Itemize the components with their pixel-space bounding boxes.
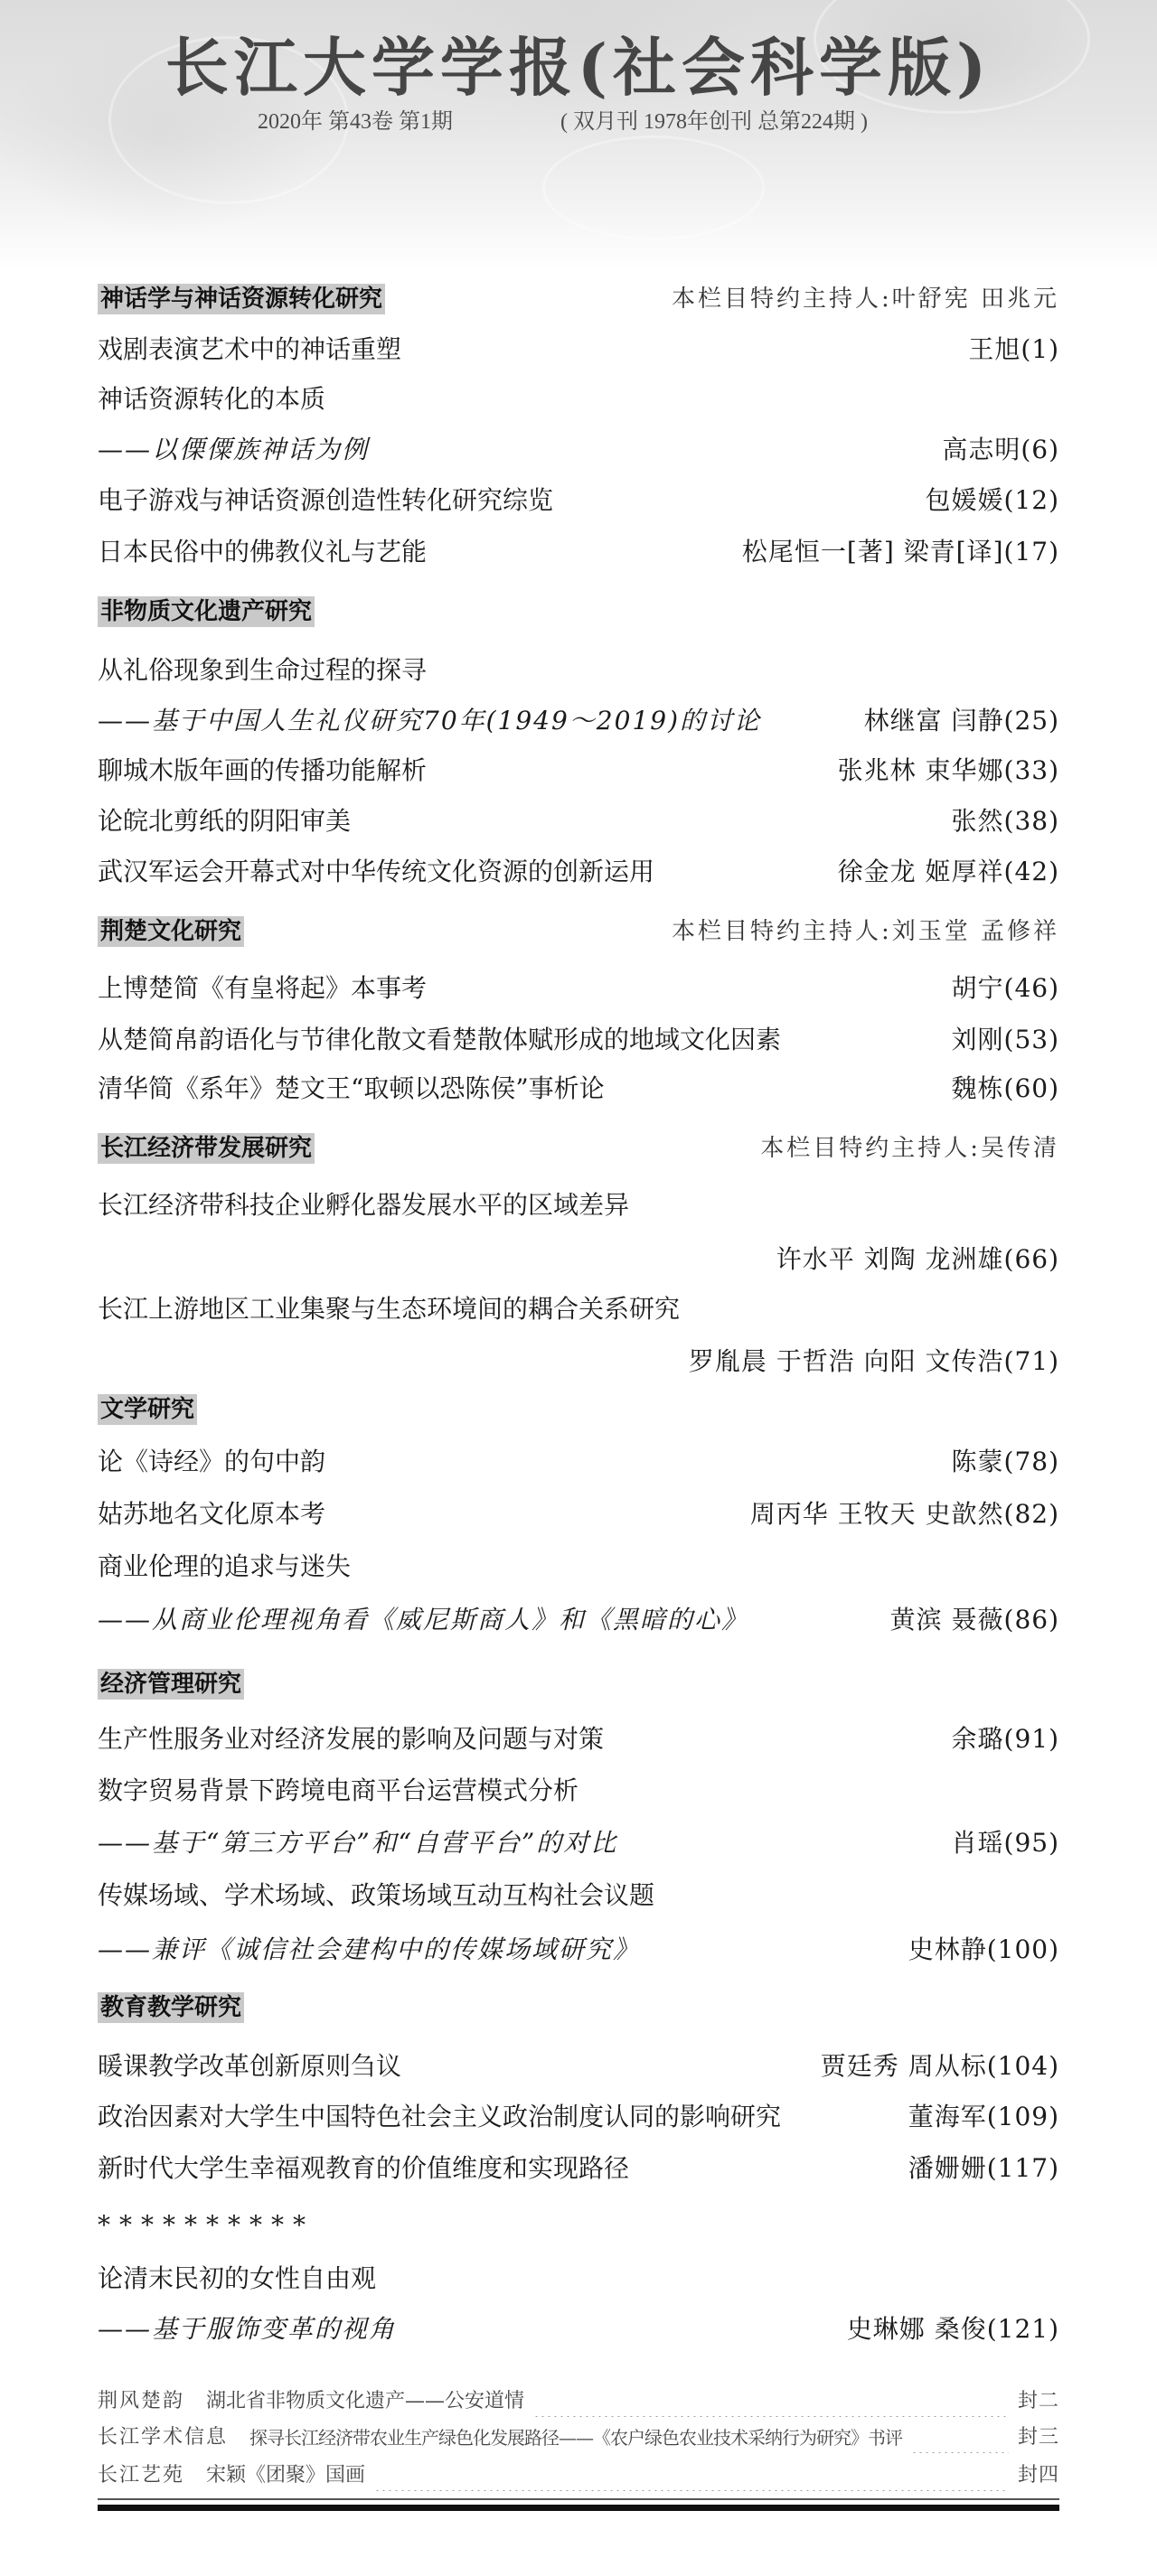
cover-entry[interactable] [98,2460,1059,2491]
cover-label: 荆风楚韵 [98,2390,185,2412]
article-author: 余璐 [951,1724,1004,1754]
article-author: 陈蒙 [951,1447,1004,1476]
cover-entry[interactable] [98,2422,1059,2453]
page-number: (109) [986,2102,1059,2131]
article-title: 数字贸易背景下跨境电商平台运营模式分析 [98,1775,579,1805]
toc-entry[interactable] [98,2099,1059,2135]
toc-entry[interactable] [98,1071,1059,1107]
cover-title: 湖北省非物质文化遗产——公安道情 [206,2390,525,2412]
page-number: (17) [1003,537,1059,567]
article-author: 胡宁 [951,973,1004,1003]
leader-dots [436,753,829,789]
toc-entry[interactable] [98,1878,1059,1914]
page-number: (66) [1003,1244,1059,1274]
toc-entry-subtitle[interactable] [98,2311,1059,2347]
toc-entry[interactable] [98,1022,1059,1058]
cover-label: 长江学术信息 [98,2426,229,2449]
toc-entry-continuation[interactable] [145,1344,1059,1380]
article-author: 许水平 刘陶 龙洲雄 [776,1244,1004,1274]
section-heading-mythology: 神话学与神话资源转化研究 [98,284,385,314]
leader-dots [327,1496,741,1532]
toc-entry[interactable] [98,970,1059,1007]
article-author: 张兆林 束华娜 [837,755,1004,785]
toc-entry[interactable] [98,1444,1059,1480]
leader-dots [750,1602,881,1638]
article-title: 论皖北剪纸的阴阳审美 [98,806,352,836]
issue-info: 2020年 第43卷 第1期 [258,110,453,134]
page-number: (46) [1003,973,1059,1003]
article-author: 贾廷秀 周从标 [820,2051,987,2081]
toc-entry[interactable] [98,1549,1059,1585]
page-number: (100) [986,1934,1059,1964]
toc-entry[interactable] [98,753,1059,789]
article-title: 从礼俗现象到生命过程的探寻 [98,655,428,685]
separator-stars: ********** [98,2210,315,2240]
publication-info: ( 双月刊 1978年创刊 总第224期 ) [560,110,868,134]
leader-dots [606,1721,942,1757]
leader-dots [638,1187,1049,1223]
leader-dots [649,1932,899,1968]
toc-entry-subtitle[interactable] [98,703,1059,739]
leader-dots [436,970,942,1007]
leader-dots [638,2150,899,2187]
page-number: (53) [1003,1025,1059,1054]
section-heading-literature: 文学研究 [98,1394,197,1425]
page-number: (117) [986,2153,1059,2183]
article-author: 潘姗姗 [908,2153,987,2183]
footer-rule-thin [98,2498,1059,2500]
toc-entry[interactable] [98,332,1059,368]
leader-dots [562,482,916,519]
leader-dots [533,2386,1009,2417]
article-title: 传媒场域、学术场域、政策场域互动互构社会议题 [98,1880,655,1910]
toc-entry-subtitle[interactable] [98,1602,1059,1638]
page-number: (12) [1003,485,1059,515]
article-title: 聊城木版年画的传播功能解析 [98,755,428,785]
page-number: (1) [1021,334,1059,364]
leader-dots [374,2460,1009,2491]
cover-entry[interactable] [98,2386,1059,2417]
article-subtitle: ——兼评《诚信社会建构中的传媒场域研究》 [98,1934,641,1964]
leader-dots [770,703,855,739]
page-number: (42) [1003,857,1059,886]
toc-entry[interactable] [98,482,1059,519]
article-subtitle: ——基于“第三方平台”和“自营平台”的对比 [98,1828,618,1858]
article-title: 生产性服务业对经济发展的影响及问题与对策 [98,1724,605,1754]
article-title: 日本民俗中的佛教仪礼与艺能 [98,537,428,567]
leader-dots [911,2422,1009,2453]
article-title: 武汉军运会开幕式对中华传统文化资源的创新运用 [98,857,655,886]
masthead-banner [0,0,1157,271]
leader-dots [689,1291,1049,1327]
article-title: 戏剧表演艺术中的神话重塑 [98,334,402,364]
toc-entry[interactable] [98,1291,1049,1327]
article-title: 暖课教学改革创新原则刍议 [98,2051,402,2081]
section-heading-jingchu-culture: 荆楚文化研究 [98,916,244,947]
page-number: (86) [1003,1605,1059,1635]
article-author: 松尾恒一[著] 梁青[译] [741,537,1004,567]
section-heading-economic-management: 经济管理研究 [98,1669,244,1700]
footer-rule-thick [98,2505,1059,2511]
article-title: 清华简《系年》楚文王“取顿以恐陈侯”事析论 [98,1073,605,1103]
article-subtitle: ——以傈僳族神话为例 [98,435,370,464]
article-author: 张然 [951,806,1004,836]
journal-title: 长江大学学报(社会科学版) [165,30,992,105]
article-title: 长江经济带科技企业孵化器发展水平的区域差异 [98,1190,630,1220]
article-author: 王旭 [968,334,1021,364]
leader-dots [410,2048,812,2084]
article-title: 论《诗经》的句中韵 [98,1447,326,1476]
page-number: (71) [1003,1346,1059,1376]
article-author: 史琳娜 桑俊 [846,2314,987,2344]
leader-dots [410,332,959,368]
article-author: 徐金龙 姬厚祥 [837,857,1004,886]
article-title: 论清末民初的女性自由观 [98,2263,377,2293]
article-title: 电子游戏与神话资源创造性转化研究综览 [98,485,554,515]
leader-dots [790,2099,899,2135]
cover-label: 长江艺苑 [98,2464,185,2487]
section-host: 本栏目特约主持人:刘玉堂 孟修祥 [671,918,1059,945]
article-subtitle: ——基于服饰变革的视角 [98,2314,397,2344]
article-title: 姑苏地名文化原本考 [98,1499,326,1529]
toc-entry[interactable] [98,1773,1059,1809]
article-author: 董海军 [908,2102,987,2131]
article-author: 林继富 闫静 [863,706,1004,735]
page-number: (121) [986,2314,1059,2344]
article-title: 政治因素对大学生中国特色社会主义政治制度认同的影响研究 [98,2102,782,2131]
article-author: 肖瑶 [951,1828,1004,1858]
page-number: (33) [1003,755,1059,785]
leader-dots [360,803,942,839]
toc-entry-continuation[interactable] [145,1241,1059,1278]
page-number: (91) [1003,1724,1059,1754]
toc-entry[interactable] [98,2048,1059,2084]
page-number: (82) [1003,1499,1059,1529]
toc-entry[interactable] [98,381,1059,417]
toc-entry[interactable] [98,652,1059,688]
leader-dots [145,1344,680,1380]
leader-dots [405,2311,838,2347]
leader-dots [663,854,829,890]
section-host: 本栏目特约主持人:吴传清 [760,1135,1059,1162]
article-author: 黄滨 聂薇 [889,1605,1004,1635]
article-title: 上博楚简《有皇将起》本事考 [98,973,428,1003]
article-title: 神话资源转化的本质 [98,384,326,414]
article-author: 高志明 [942,435,1021,464]
cover-title: 宋颖《团聚》国画 [206,2464,366,2487]
page-number: (6) [1021,435,1059,464]
cover-page: 封四 [1017,2464,1059,2487]
article-title: 商业伦理的追求与迷失 [98,1551,352,1581]
article-subtitle: ——从商业伦理视角看《威尼斯商人》和《黑暗的心》 [98,1605,749,1635]
article-title: 从楚简帛韵语化与节律化散文看楚散体赋形成的地域文化因素 [98,1025,782,1054]
toc-entry[interactable] [98,1721,1059,1757]
article-author: 周丙华 王牧天 史歆然 [749,1499,1004,1529]
page-number: (78) [1003,1447,1059,1476]
page-number: (95) [1003,1828,1059,1858]
article-author: 刘刚 [951,1025,1004,1054]
toc-entry[interactable] [98,2261,1059,2297]
toc-entry-subtitle[interactable] [98,1932,1059,1968]
leader-dots [145,1241,767,1278]
article-author: 史林静 [908,1934,987,1964]
article-subtitle: ——基于中国人生礼仪研究70年(1949～2019)的讨论 [98,706,761,735]
article-author: 包媛媛 [925,485,1004,515]
cover-title: 探寻长江经济带农业生产绿色化发展路径——《农户绿色农业技术采纳行为研究》书评 [249,2427,903,2449]
leader-dots [790,1022,942,1058]
toc-entry[interactable] [98,2150,1059,2187]
toc-entry[interactable] [98,1496,1059,1532]
leader-dots [614,1071,943,1107]
article-title: 新时代大学生幸福观教育的价值维度和实现路径 [98,2153,630,2183]
page-number: (25) [1003,706,1059,735]
toc-entry[interactable] [98,1187,1049,1223]
cover-page: 封三 [1017,2426,1059,2449]
article-author: 魏栋 [951,1073,1004,1103]
toc-entry-subtitle[interactable] [98,1825,1059,1861]
toc-entry[interactable] [98,854,1059,890]
cloud-pattern-decoration [542,136,765,240]
leader-dots [327,1444,942,1480]
page-number: (60) [1003,1073,1059,1103]
toc-entry[interactable] [98,803,1059,839]
leader-dots [436,534,733,570]
page-number: (104) [986,2051,1059,2081]
section-heading-intangible-heritage: 非物质文化遗产研究 [98,596,315,627]
toc-entry-subtitle[interactable] [98,432,1059,468]
article-title: 长江上游地区工业集聚与生态环境间的耦合关系研究 [98,1294,681,1324]
article-author: 罗胤晨 于哲浩 向阳 文传浩 [688,1346,1004,1376]
section-host: 本栏目特约主持人:叶舒宪 田兆元 [671,286,1059,313]
section-heading-yangtze-economic-belt: 长江经济带发展研究 [98,1133,315,1164]
leader-dots [378,432,933,468]
toc-entry[interactable] [98,534,1059,570]
leader-dots [619,1825,942,1861]
cover-page: 封二 [1017,2390,1059,2412]
page-number: (38) [1003,806,1059,836]
section-heading-education: 教育教学研究 [98,1992,244,2023]
